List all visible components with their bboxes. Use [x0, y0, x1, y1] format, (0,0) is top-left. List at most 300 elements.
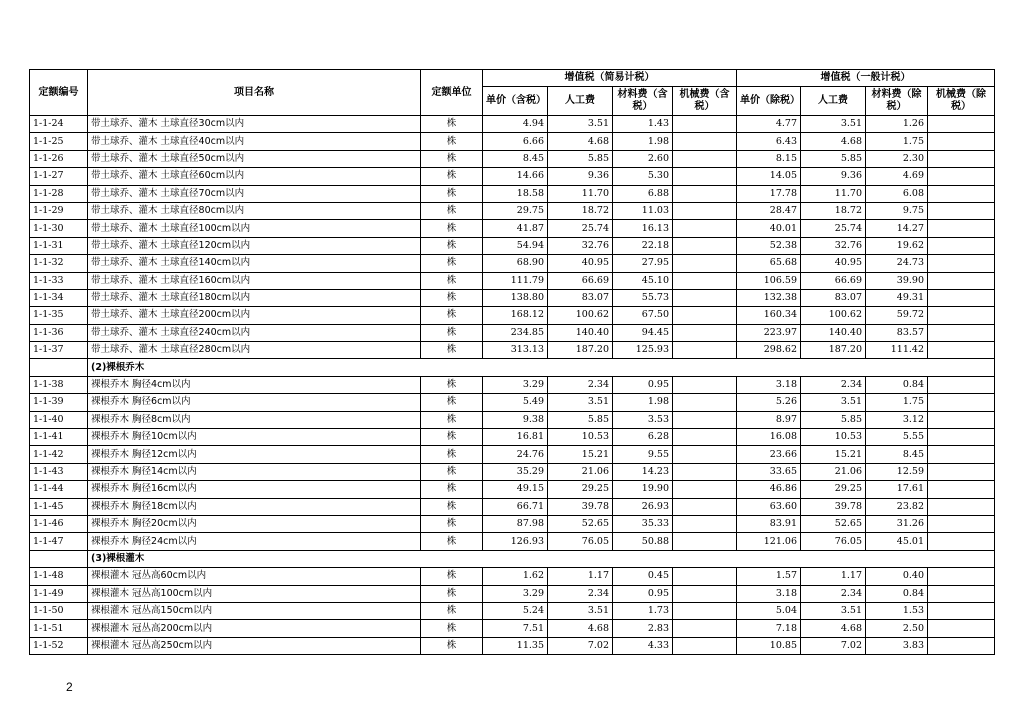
simple-material-cost: 1.98 [613, 133, 673, 150]
table-row [30, 202, 995, 219]
general-material-cost: 0.40 [866, 568, 928, 585]
table-row [30, 637, 995, 654]
quota-unit: 株 [421, 324, 483, 341]
simple-labor-cost: 9.36 [548, 168, 613, 185]
simple-unit-price: 111.79 [483, 272, 548, 289]
header-simple-price: 单价（含税） [483, 87, 548, 116]
general-unit-price: 10.85 [737, 637, 801, 654]
general-machine-cost [928, 133, 995, 150]
simple-unit-price: 35.29 [483, 463, 548, 480]
general-material-cost: 8.45 [866, 446, 928, 463]
section-row [30, 550, 995, 567]
simple-unit-price: 66.71 [483, 498, 548, 515]
table-row [30, 446, 995, 463]
item-name: 带土球乔、灌木 土球直径280cm以内 [88, 342, 421, 359]
general-labor-cost: 5.85 [801, 411, 866, 428]
simple-labor-cost: 21.06 [548, 463, 613, 480]
quota-code: 1-1-41 [30, 429, 88, 446]
quota-unit: 株 [421, 394, 483, 411]
general-machine-cost [928, 220, 995, 237]
general-material-cost: 83.57 [866, 324, 928, 341]
table-row [30, 289, 995, 306]
general-labor-cost: 10.53 [801, 429, 866, 446]
quota-code: 1-1-36 [30, 324, 88, 341]
simple-material-cost: 1.43 [613, 116, 673, 133]
header-simple-labor: 人工费 [548, 87, 613, 116]
simple-labor-cost: 76.05 [548, 533, 613, 550]
quota-unit: 株 [421, 498, 483, 515]
simple-labor-cost: 3.51 [548, 394, 613, 411]
table-row [30, 237, 995, 254]
simple-material-cost: 14.23 [613, 463, 673, 480]
general-material-cost: 59.72 [866, 307, 928, 324]
general-machine-cost [928, 585, 995, 602]
general-unit-price: 106.59 [737, 272, 801, 289]
simple-machine-cost [673, 446, 737, 463]
simple-labor-cost: 83.07 [548, 289, 613, 306]
table-header [30, 70, 995, 116]
quota-code: 1-1-46 [30, 515, 88, 532]
item-name: 带土球乔、灌木 土球直径40cm以内 [88, 133, 421, 150]
simple-unit-price: 87.98 [483, 515, 548, 532]
table-row [30, 602, 995, 619]
table-row [30, 376, 995, 393]
item-name: 裸根灌木 冠丛高60cm以内 [88, 568, 421, 585]
table-row [30, 168, 995, 185]
item-name: 带土球乔、灌木 土球直径50cm以内 [88, 150, 421, 167]
item-name: 裸根乔木 胸径12cm以内 [88, 446, 421, 463]
section-row [30, 359, 995, 376]
item-name: 带土球乔、灌木 土球直径60cm以内 [88, 168, 421, 185]
simple-machine-cost [673, 133, 737, 150]
simple-labor-cost: 25.74 [548, 220, 613, 237]
simple-material-cost: 0.45 [613, 568, 673, 585]
simple-material-cost: 19.90 [613, 481, 673, 498]
general-machine-cost [928, 637, 995, 654]
quota-code: 1-1-28 [30, 185, 88, 202]
general-unit-price: 14.05 [737, 168, 801, 185]
header-group-general: 增值税（一般计税） [737, 70, 995, 87]
simple-unit-price: 16.81 [483, 429, 548, 446]
simple-machine-cost [673, 116, 737, 133]
simple-labor-cost: 32.76 [548, 237, 613, 254]
simple-unit-price: 313.13 [483, 342, 548, 359]
general-material-cost: 14.27 [866, 220, 928, 237]
simple-machine-cost [673, 237, 737, 254]
table-row [30, 585, 995, 602]
simple-labor-cost: 39.78 [548, 498, 613, 515]
quota-code: 1-1-37 [30, 342, 88, 359]
item-name: 裸根乔木 胸径4cm以内 [88, 376, 421, 393]
general-material-cost: 1.75 [866, 394, 928, 411]
quota-code: 1-1-45 [30, 498, 88, 515]
quota-unit: 株 [421, 376, 483, 393]
quota-code: 1-1-42 [30, 446, 88, 463]
quota-code: 1-1-33 [30, 272, 88, 289]
quota-unit: 株 [421, 272, 483, 289]
general-labor-cost: 187.20 [801, 342, 866, 359]
table-row [30, 568, 995, 585]
simple-machine-cost [673, 307, 737, 324]
general-unit-price: 3.18 [737, 585, 801, 602]
simple-unit-price: 234.85 [483, 324, 548, 341]
general-material-cost: 3.83 [866, 637, 928, 654]
table-row [30, 307, 995, 324]
simple-labor-cost: 3.51 [548, 602, 613, 619]
general-unit-price: 65.68 [737, 255, 801, 272]
general-material-cost: 111.42 [866, 342, 928, 359]
item-name: 裸根乔木 胸径16cm以内 [88, 481, 421, 498]
general-unit-price: 52.38 [737, 237, 801, 254]
simple-unit-price: 3.29 [483, 376, 548, 393]
simple-labor-cost: 52.65 [548, 515, 613, 532]
quota-unit: 株 [421, 185, 483, 202]
table-row [30, 342, 995, 359]
quota-code: 1-1-51 [30, 620, 88, 637]
general-material-cost: 2.30 [866, 150, 928, 167]
simple-machine-cost [673, 585, 737, 602]
header-general-labor: 人工费 [801, 87, 866, 116]
simple-unit-price: 49.15 [483, 481, 548, 498]
quota-unit: 株 [421, 150, 483, 167]
simple-labor-cost: 4.68 [548, 620, 613, 637]
general-machine-cost [928, 307, 995, 324]
simple-material-cost: 2.60 [613, 150, 673, 167]
general-machine-cost [928, 202, 995, 219]
general-machine-cost [928, 411, 995, 428]
quota-unit: 株 [421, 637, 483, 654]
simple-material-cost: 6.88 [613, 185, 673, 202]
simple-material-cost: 1.73 [613, 602, 673, 619]
quota-unit: 株 [421, 202, 483, 219]
general-labor-cost: 3.51 [801, 602, 866, 619]
item-name: 裸根乔木 胸径14cm以内 [88, 463, 421, 480]
quota-unit: 株 [421, 237, 483, 254]
general-labor-cost: 7.02 [801, 637, 866, 654]
general-machine-cost [928, 446, 995, 463]
simple-labor-cost: 15.21 [548, 446, 613, 463]
simple-material-cost: 22.18 [613, 237, 673, 254]
simple-material-cost: 94.45 [613, 324, 673, 341]
simple-unit-price: 3.29 [483, 585, 548, 602]
simple-material-cost: 3.53 [613, 411, 673, 428]
item-name: 裸根灌木 冠丛高200cm以内 [88, 620, 421, 637]
table-row [30, 116, 995, 133]
general-machine-cost [928, 515, 995, 532]
general-labor-cost: 9.36 [801, 168, 866, 185]
general-unit-price: 5.04 [737, 602, 801, 619]
header-simple-material: 材料费（含税） [613, 87, 673, 116]
quota-code: 1-1-25 [30, 133, 88, 150]
general-machine-cost [928, 150, 995, 167]
quota-unit: 株 [421, 307, 483, 324]
general-material-cost: 0.84 [866, 585, 928, 602]
general-unit-price: 33.65 [737, 463, 801, 480]
quota-code: 1-1-27 [30, 168, 88, 185]
general-material-cost: 39.90 [866, 272, 928, 289]
simple-unit-price: 68.90 [483, 255, 548, 272]
quota-unit: 株 [421, 602, 483, 619]
quota-unit: 株 [421, 116, 483, 133]
simple-machine-cost [673, 481, 737, 498]
item-name: 裸根灌木 冠丛高150cm以内 [88, 602, 421, 619]
general-machine-cost [928, 498, 995, 515]
simple-unit-price: 24.76 [483, 446, 548, 463]
simple-material-cost: 50.88 [613, 533, 673, 550]
page-number: 2 [66, 680, 73, 694]
simple-unit-price: 14.66 [483, 168, 548, 185]
item-name: 带土球乔、灌木 土球直径200cm以内 [88, 307, 421, 324]
simple-labor-cost: 40.95 [548, 255, 613, 272]
general-material-cost: 3.12 [866, 411, 928, 428]
item-name: 带土球乔、灌木 土球直径30cm以内 [88, 116, 421, 133]
quota-unit: 株 [421, 515, 483, 532]
simple-material-cost: 16.13 [613, 220, 673, 237]
quota-unit: 株 [421, 533, 483, 550]
general-unit-price: 298.62 [737, 342, 801, 359]
general-unit-price: 28.47 [737, 202, 801, 219]
header-code: 定额编号 [30, 70, 88, 116]
simple-machine-cost [673, 168, 737, 185]
general-labor-cost: 100.62 [801, 307, 866, 324]
general-unit-price: 1.57 [737, 568, 801, 585]
item-name: 裸根乔木 胸径6cm以内 [88, 394, 421, 411]
simple-unit-price: 8.45 [483, 150, 548, 167]
general-machine-cost [928, 620, 995, 637]
general-material-cost: 17.61 [866, 481, 928, 498]
simple-labor-cost: 11.70 [548, 185, 613, 202]
general-material-cost: 12.59 [866, 463, 928, 480]
simple-machine-cost [673, 411, 737, 428]
quota-unit: 株 [421, 168, 483, 185]
simple-unit-price: 7.51 [483, 620, 548, 637]
general-labor-cost: 4.68 [801, 133, 866, 150]
item-name: 裸根乔木 胸径10cm以内 [88, 429, 421, 446]
simple-machine-cost [673, 272, 737, 289]
table-row [30, 133, 995, 150]
general-unit-price: 160.34 [737, 307, 801, 324]
general-labor-cost: 15.21 [801, 446, 866, 463]
table-row [30, 429, 995, 446]
general-machine-cost [928, 394, 995, 411]
quota-unit: 株 [421, 620, 483, 637]
simple-material-cost: 26.93 [613, 498, 673, 515]
general-unit-price: 121.06 [737, 533, 801, 550]
general-material-cost: 5.55 [866, 429, 928, 446]
general-labor-cost: 83.07 [801, 289, 866, 306]
general-unit-price: 8.15 [737, 150, 801, 167]
simple-labor-cost: 2.34 [548, 585, 613, 602]
table-row [30, 515, 995, 532]
simple-labor-cost: 18.72 [548, 202, 613, 219]
simple-labor-cost: 4.68 [548, 133, 613, 150]
item-name: 带土球乔、灌木 土球直径140cm以内 [88, 255, 421, 272]
item-name: 带土球乔、灌木 土球直径120cm以内 [88, 237, 421, 254]
simple-labor-cost: 29.25 [548, 481, 613, 498]
item-name: 带土球乔、灌木 土球直径160cm以内 [88, 272, 421, 289]
simple-material-cost: 4.33 [613, 637, 673, 654]
quota-unit: 株 [421, 568, 483, 585]
simple-labor-cost: 1.17 [548, 568, 613, 585]
simple-unit-price: 126.93 [483, 533, 548, 550]
simple-unit-price: 18.58 [483, 185, 548, 202]
simple-machine-cost [673, 429, 737, 446]
quota-code: 1-1-31 [30, 237, 88, 254]
general-material-cost: 1.26 [866, 116, 928, 133]
simple-material-cost: 67.50 [613, 307, 673, 324]
general-labor-cost: 76.05 [801, 533, 866, 550]
simple-machine-cost [673, 620, 737, 637]
quota-code: 1-1-50 [30, 602, 88, 619]
general-material-cost: 1.75 [866, 133, 928, 150]
simple-labor-cost: 66.69 [548, 272, 613, 289]
simple-material-cost: 1.98 [613, 394, 673, 411]
quota-code: 1-1-30 [30, 220, 88, 237]
header-unit: 定额单位 [421, 70, 483, 116]
simple-unit-price: 168.12 [483, 307, 548, 324]
general-unit-price: 23.66 [737, 446, 801, 463]
table-row [30, 255, 995, 272]
quota-code: 1-1-24 [30, 116, 88, 133]
quota-unit: 株 [421, 342, 483, 359]
general-unit-price: 46.86 [737, 481, 801, 498]
general-labor-cost: 3.51 [801, 116, 866, 133]
simple-labor-cost: 3.51 [548, 116, 613, 133]
item-name: 裸根乔木 胸径24cm以内 [88, 533, 421, 550]
general-machine-cost [928, 533, 995, 550]
header-general-price: 单价（除税） [737, 87, 801, 116]
general-labor-cost: 140.40 [801, 324, 866, 341]
quota-code: 1-1-34 [30, 289, 88, 306]
general-material-cost: 4.69 [866, 168, 928, 185]
simple-machine-cost [673, 324, 737, 341]
quota-table [29, 69, 995, 655]
quota-unit: 株 [421, 289, 483, 306]
simple-labor-cost: 187.20 [548, 342, 613, 359]
general-machine-cost [928, 116, 995, 133]
general-labor-cost: 66.69 [801, 272, 866, 289]
general-labor-cost: 39.78 [801, 498, 866, 515]
quota-unit: 株 [421, 255, 483, 272]
general-unit-price: 17.78 [737, 185, 801, 202]
simple-unit-price: 5.49 [483, 394, 548, 411]
general-labor-cost: 52.65 [801, 515, 866, 532]
general-labor-cost: 11.70 [801, 185, 866, 202]
general-material-cost: 9.75 [866, 202, 928, 219]
table-row [30, 394, 995, 411]
simple-material-cost: 27.95 [613, 255, 673, 272]
general-labor-cost: 25.74 [801, 220, 866, 237]
item-name: 裸根乔木 胸径8cm以内 [88, 411, 421, 428]
simple-machine-cost [673, 342, 737, 359]
simple-labor-cost: 140.40 [548, 324, 613, 341]
table-row [30, 272, 995, 289]
simple-labor-cost: 7.02 [548, 637, 613, 654]
table-row [30, 620, 995, 637]
table-row [30, 481, 995, 498]
simple-machine-cost [673, 289, 737, 306]
quota-unit: 株 [421, 220, 483, 237]
general-machine-cost [928, 429, 995, 446]
general-material-cost: 0.84 [866, 376, 928, 393]
general-labor-cost: 5.85 [801, 150, 866, 167]
general-unit-price: 3.18 [737, 376, 801, 393]
quota-code: 1-1-52 [30, 637, 88, 654]
simple-machine-cost [673, 602, 737, 619]
general-material-cost: 2.50 [866, 620, 928, 637]
general-unit-price: 63.60 [737, 498, 801, 515]
item-name: 裸根灌木 冠丛高100cm以内 [88, 585, 421, 602]
simple-unit-price: 138.80 [483, 289, 548, 306]
simple-unit-price: 11.35 [483, 637, 548, 654]
simple-machine-cost [673, 515, 737, 532]
simple-material-cost: 0.95 [613, 376, 673, 393]
quota-code: 1-1-26 [30, 150, 88, 167]
general-machine-cost [928, 463, 995, 480]
general-material-cost: 6.08 [866, 185, 928, 202]
quota-unit: 株 [421, 429, 483, 446]
general-machine-cost [928, 237, 995, 254]
general-machine-cost [928, 376, 995, 393]
general-unit-price: 5.26 [737, 394, 801, 411]
quota-code: 1-1-38 [30, 376, 88, 393]
simple-unit-price: 5.24 [483, 602, 548, 619]
general-machine-cost [928, 324, 995, 341]
quota-code: 1-1-49 [30, 585, 88, 602]
general-unit-price: 7.18 [737, 620, 801, 637]
table-body [30, 116, 995, 655]
table-row [30, 324, 995, 341]
general-machine-cost [928, 602, 995, 619]
section-title: (2)裸根乔木 [88, 359, 995, 376]
general-unit-price: 83.91 [737, 515, 801, 532]
general-unit-price: 8.97 [737, 411, 801, 428]
general-machine-cost [928, 568, 995, 585]
general-unit-price: 132.38 [737, 289, 801, 306]
quota-unit: 株 [421, 446, 483, 463]
table-row [30, 150, 995, 167]
simple-machine-cost [673, 185, 737, 202]
simple-material-cost: 6.28 [613, 429, 673, 446]
general-unit-price: 4.77 [737, 116, 801, 133]
general-labor-cost: 21.06 [801, 463, 866, 480]
quota-unit: 株 [421, 463, 483, 480]
general-material-cost: 24.73 [866, 255, 928, 272]
simple-material-cost: 9.55 [613, 446, 673, 463]
simple-unit-price: 9.38 [483, 411, 548, 428]
quota-code: 1-1-48 [30, 568, 88, 585]
item-name: 带土球乔、灌木 土球直径240cm以内 [88, 324, 421, 341]
item-name: 带土球乔、灌木 土球直径70cm以内 [88, 185, 421, 202]
quota-code: 1-1-44 [30, 481, 88, 498]
quota-code: 1-1-47 [30, 533, 88, 550]
item-name: 带土球乔、灌木 土球直径180cm以内 [88, 289, 421, 306]
quota-code: 1-1-35 [30, 307, 88, 324]
general-unit-price: 40.01 [737, 220, 801, 237]
simple-labor-cost: 5.85 [548, 411, 613, 428]
table-row [30, 185, 995, 202]
general-material-cost: 23.82 [866, 498, 928, 515]
general-labor-cost: 40.95 [801, 255, 866, 272]
header-general-material: 材料费（除税） [866, 87, 928, 116]
simple-material-cost: 2.83 [613, 620, 673, 637]
simple-machine-cost [673, 202, 737, 219]
simple-material-cost: 125.93 [613, 342, 673, 359]
general-labor-cost: 1.17 [801, 568, 866, 585]
general-machine-cost [928, 481, 995, 498]
simple-unit-price: 1.62 [483, 568, 548, 585]
general-machine-cost [928, 342, 995, 359]
